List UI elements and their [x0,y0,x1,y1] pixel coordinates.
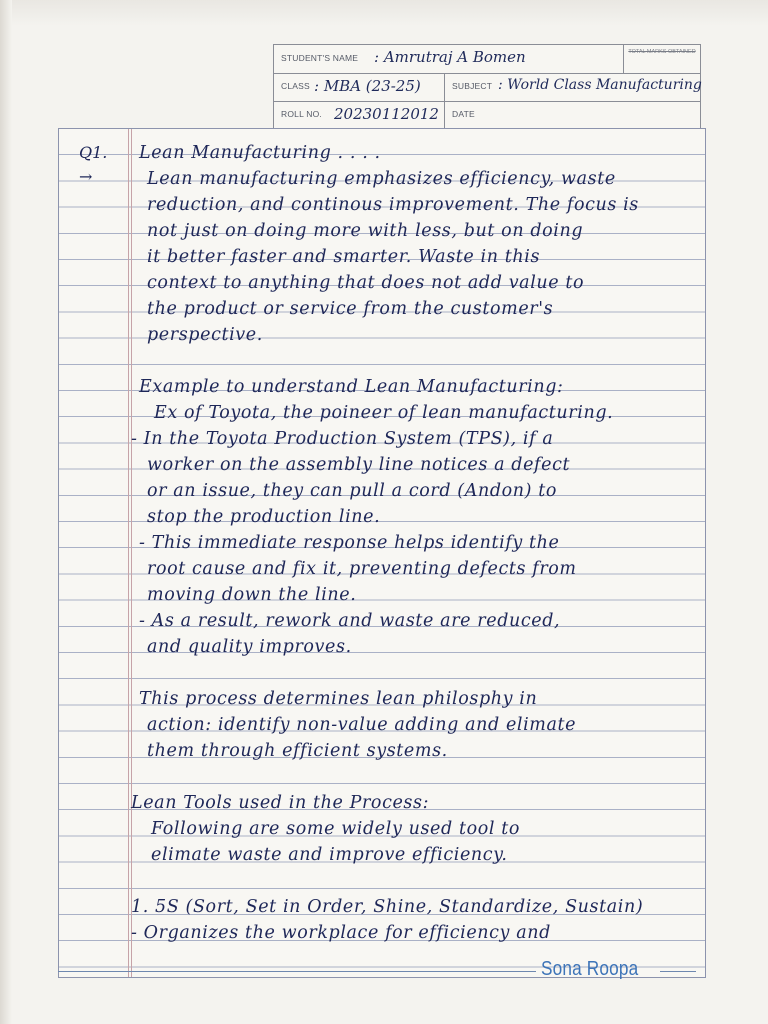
name-value: : Amrutraj A Bomen [374,48,526,66]
note-line: not just on doing more with less, but on doing [147,221,584,241]
scan-shadow [0,0,768,26]
note-line: Ex of Toyota, the poineer of lean manufacturing. [154,403,614,423]
ruled-page [58,128,706,978]
note-line: the product or service from the customer's [147,299,554,319]
roll-label: ROLL NO. [281,109,322,119]
note-line: action: identify non-value adding and elimate [147,715,577,735]
note-line: - In the Toyota Production System (TPS), if a [131,429,554,449]
note-line: - Organizes the workplace for efficiency and [131,923,551,943]
note-line: Example to understand Lean Manufacturing: [139,377,564,397]
subject-label: SUBJECT [452,81,493,91]
name-label: STUDENT'S NAME [281,53,359,63]
class-value: : MBA (23-25) [314,77,421,95]
class-label: CLASS [281,81,310,91]
header-divider [444,73,445,129]
roll-value: 20230112012 [334,105,439,123]
note-line: Lean manufacturing emphasizes efficiency, waste [147,169,616,189]
marks-label: TOTAL MARKS OBTAINED [628,49,696,55]
marks-cell [623,45,700,73]
question-marker: Q1. [79,143,108,162]
note-line: stop the production line. [147,507,381,527]
note-line: Following are some widely used tool to [151,819,520,839]
page-binding-edge [0,0,12,1024]
note-line: - As a result, rework and waste are reduced, [139,611,561,631]
student-info-box [273,44,701,130]
date-label: DATE [452,109,475,119]
footer-rule-right [660,971,696,972]
class-row [274,73,700,102]
note-line: or an issue, they can pull a cord (Andon) to [147,481,558,501]
note-line: reduction, and continous improvement. The focus is [147,195,639,215]
note-line: elimate waste and improve efficiency. [151,845,508,865]
note-line: root cause and fix it, preventing defects from [147,559,577,579]
note-line: them through efficient systems. [147,741,448,761]
note-line: and quality improves. [147,637,352,657]
name-row [274,45,700,74]
arrow-marker: → [79,167,93,186]
note-line: This process determines lean philosphy in [139,689,538,709]
note-line: moving down the line. [147,585,357,605]
note-line: - This immediate response helps identify the [139,533,560,553]
roll-row [274,101,700,129]
note-line: perspective. [147,325,263,345]
margin-line [128,129,129,977]
brand-logo: Sona Roopa [541,958,639,980]
footer-rule-left [58,971,536,972]
subject-value: : World Class Manufacturing [498,77,702,93]
note-line: Lean Tools used in the Process: [131,793,430,813]
note-line: Lean Manufacturing . . . . [139,143,381,163]
margin-line-inner [131,129,132,977]
note-line: worker on the assembly line notices a defect [147,455,571,475]
note-line: it better faster and smarter. Waste in this [147,247,541,267]
note-line: context to anything that does not add value to [147,273,585,293]
note-line: 1. 5S (Sort, Set in Order, Shine, Standardize, Sustain) [131,897,644,917]
